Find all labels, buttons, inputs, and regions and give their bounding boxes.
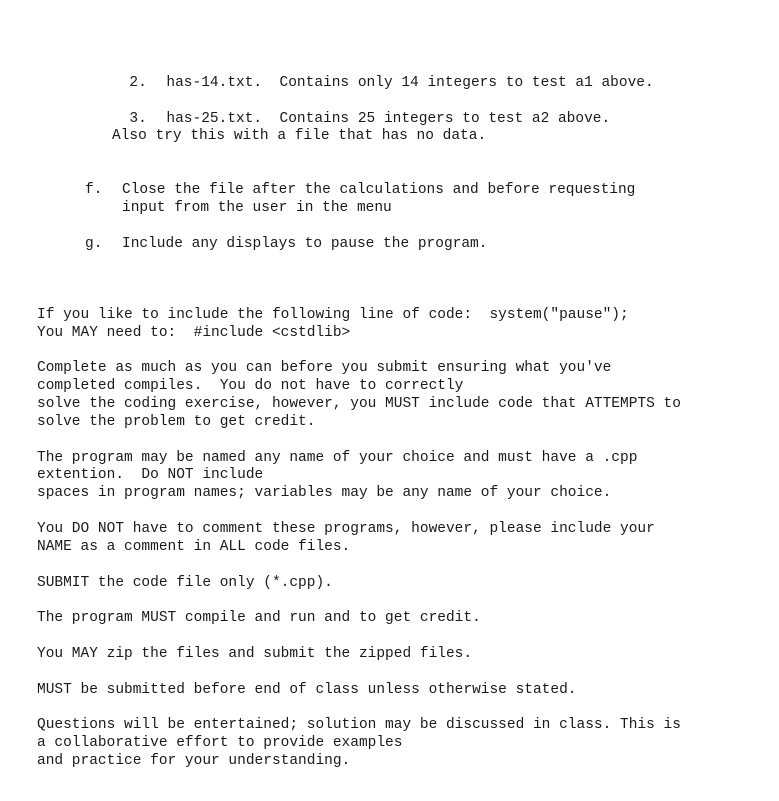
step-f-line-1: Close the file after the calculations and before requesting xyxy=(122,182,636,198)
questions-para-line-2: a collaborative effort to provide examples xyxy=(37,735,403,751)
comment-para-line-2: NAME as a comment in ALL code files. xyxy=(37,539,351,555)
list-item-3 xyxy=(112,92,610,128)
zip-instruction: You MAY zip the files and submit the zipped files. xyxy=(37,646,473,662)
step-g-letter: g. xyxy=(85,236,103,252)
complete-para-line-3: solve the coding exercise, however, you MUST include code that ATTEMPTS to xyxy=(37,396,681,412)
complete-para-line-2: completed compiles. You do not have to correctly xyxy=(37,378,464,394)
naming-para-line-1: The program may be named any name of your choice and must have a .cpp xyxy=(37,450,638,466)
list-item-text: has-25.txt. Contains 25 integers to test a2 above. xyxy=(166,111,611,127)
complete-para-line-1: Complete as much as you can before you submit ensuring what you've xyxy=(37,360,612,376)
deadline-instruction: MUST be submitted before end of class unless otherwise stated. xyxy=(37,682,577,698)
step-g-text: Include any displays to pause the program. xyxy=(122,236,488,252)
complete-para-line-4: solve the problem to get credit. xyxy=(37,414,316,430)
naming-para-line-3: spaces in program names; variables may be any name of your choice. xyxy=(37,485,612,501)
questions-para-line-3: and practice for your understanding. xyxy=(37,753,351,769)
list-item-number: 3. xyxy=(129,111,147,127)
questions-para-line-1: Questions will be entertained; solution may be discussed in class. This is xyxy=(37,717,681,733)
naming-para-line-2: extention. Do NOT include xyxy=(37,467,264,483)
list-item-text: has-14.txt. Contains only 14 integers to test a1 above. xyxy=(166,75,654,91)
comment-para-line-1: You DO NOT have to comment these programs, however, please include your xyxy=(37,521,655,537)
pause-note-line-1: If you like to include the following line of code: system("pause"); xyxy=(37,307,629,323)
compile-instruction: The program MUST compile and run and to get credit. xyxy=(37,610,481,626)
pause-note-line-2: You MAY need to: #include <cstdlib> xyxy=(37,325,351,341)
step-f-line-2: input from the user in the menu xyxy=(122,200,392,216)
step-f-letter: f. xyxy=(85,182,103,198)
list-item-2 xyxy=(112,56,654,92)
list-item-number: 2. xyxy=(129,75,147,91)
also-try-note: Also try this with a file that has no data. xyxy=(112,128,487,144)
submit-instruction: SUBMIT the code file only (*.cpp). xyxy=(37,575,333,591)
